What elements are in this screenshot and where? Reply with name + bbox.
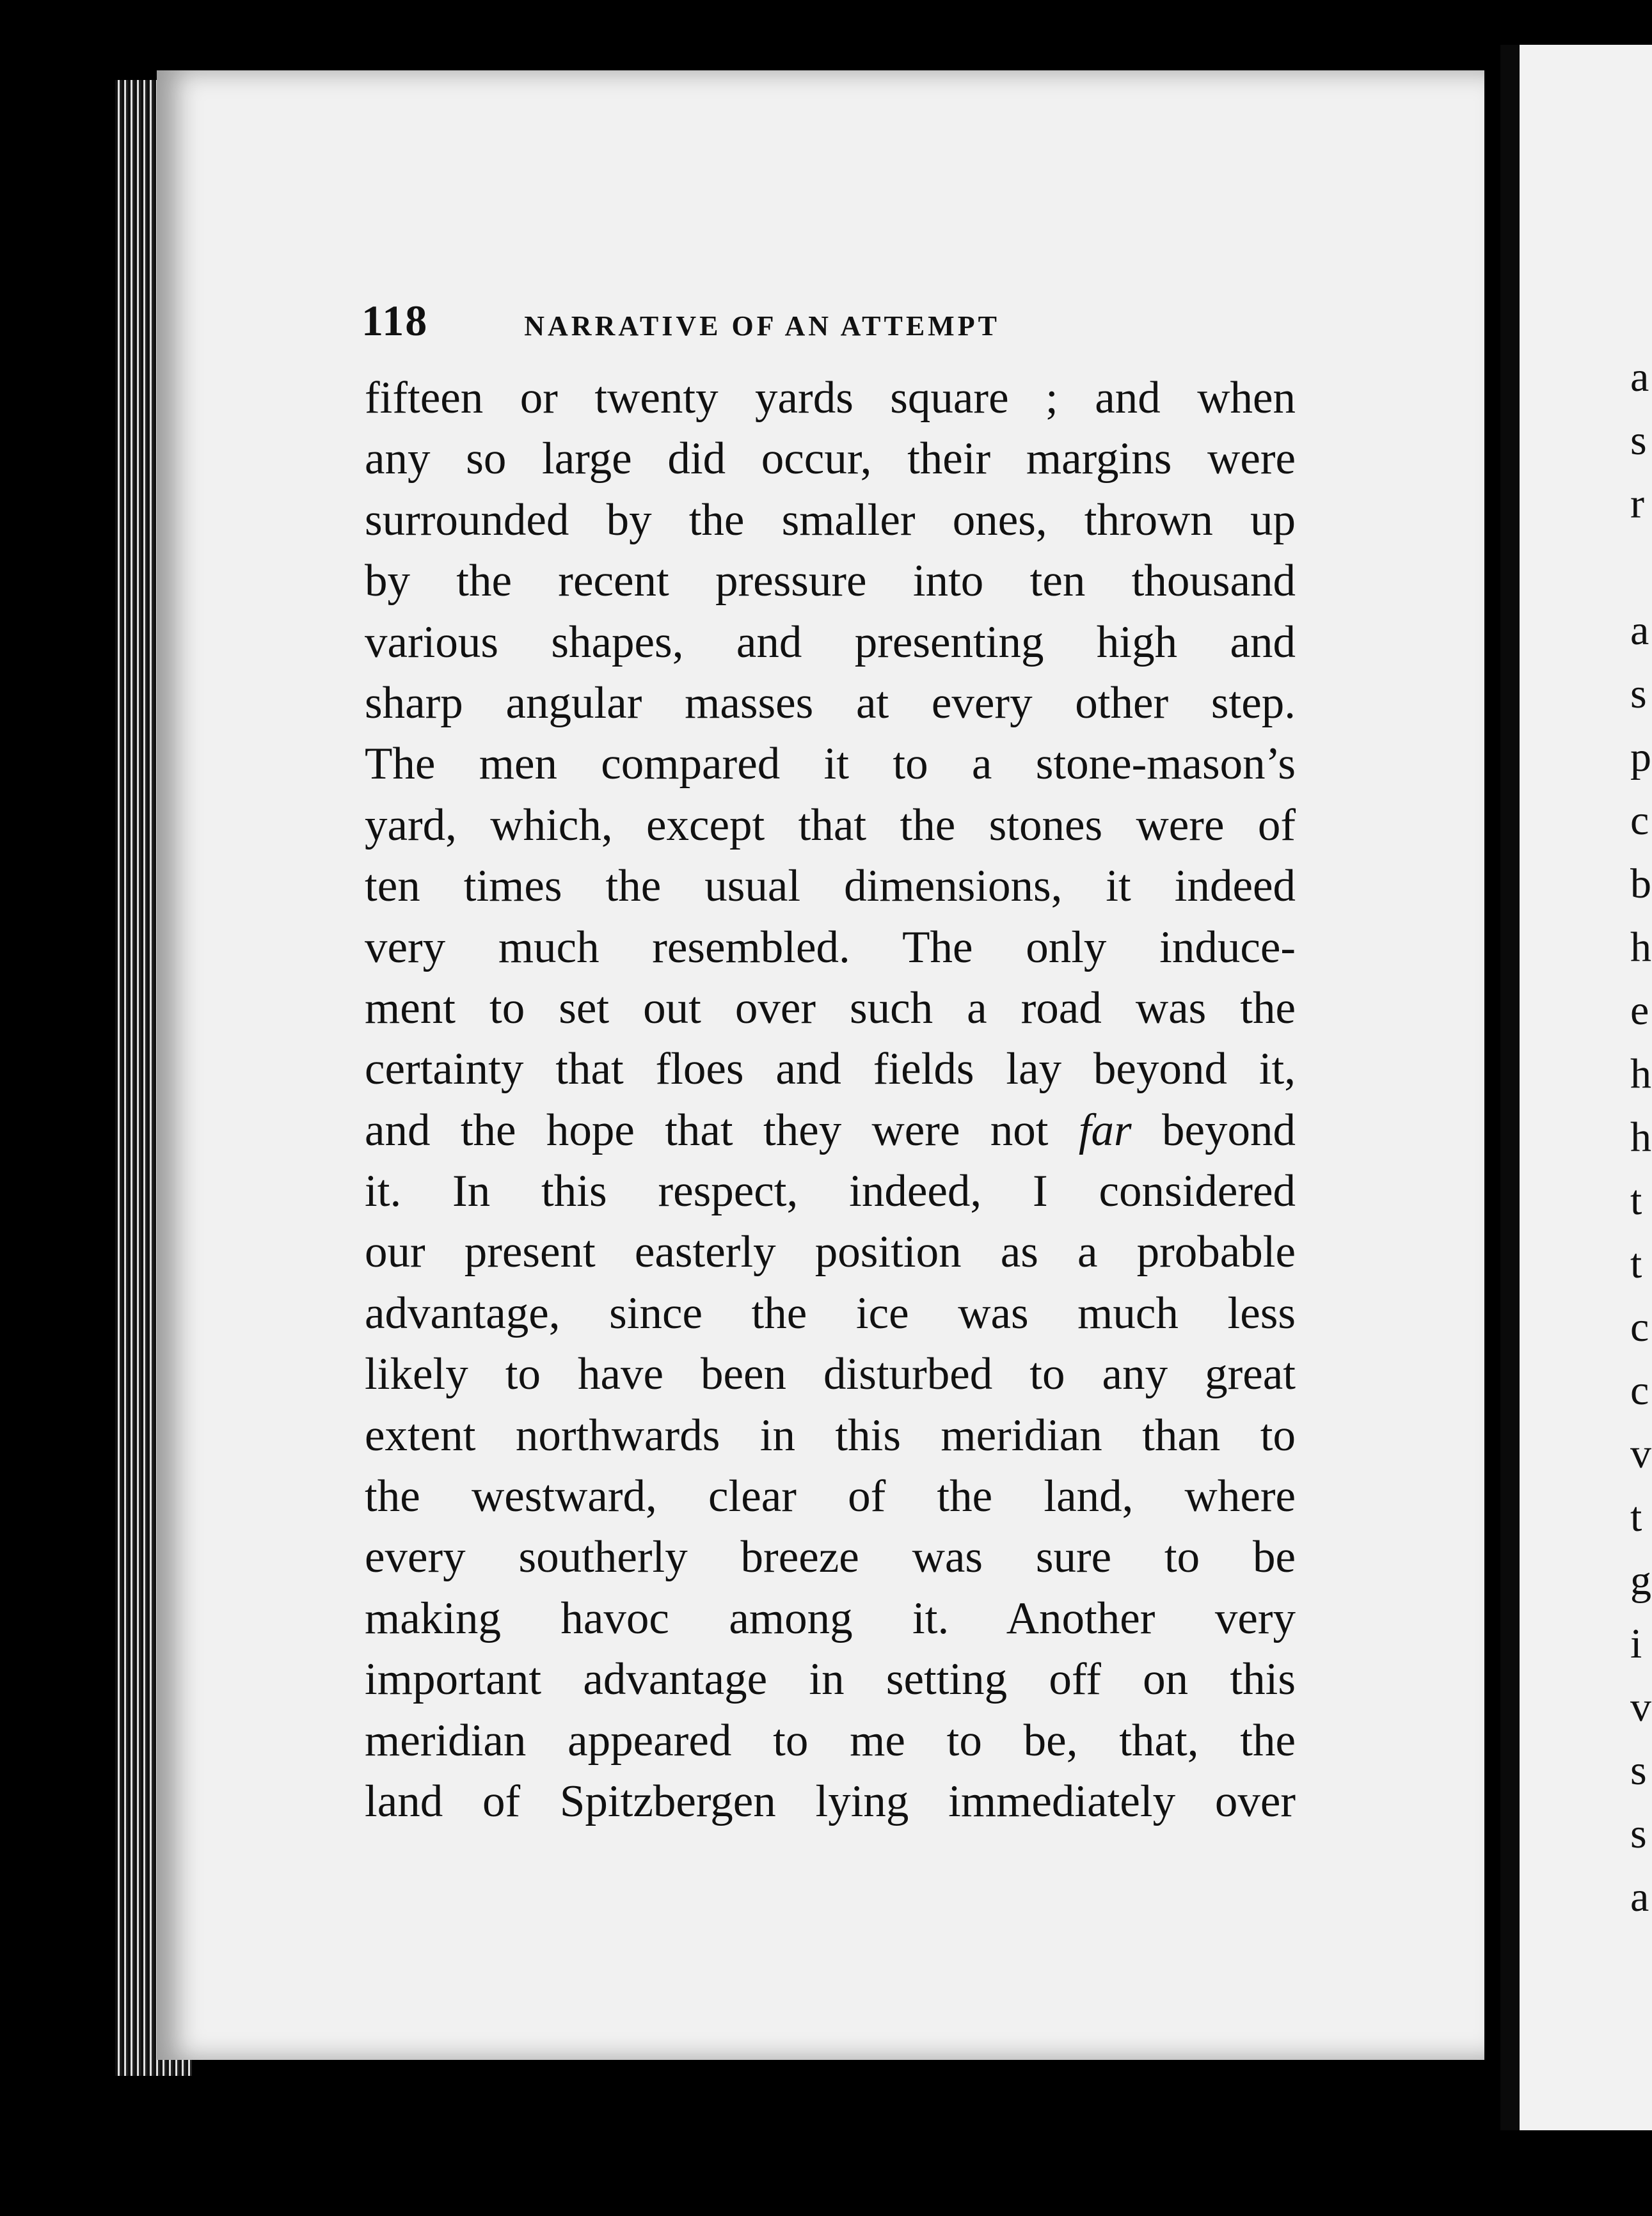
facing-letter: a [1630,607,1649,654]
text-fragment: beyond [1162,1105,1296,1155]
text-line: meridian appeared to me to be, that, the [365,1715,1296,1766]
facing-page [1500,45,1652,2130]
text-line: various shapes, and presenting high and [365,617,1296,667]
facing-page-text-fragments [1630,345,1652,1929]
facing-letter: b [1630,860,1651,907]
facing-letter: a [1630,1874,1649,1920]
text-line: likely to have been disturbed to any great [365,1349,1296,1400]
text-line: any so large did occur, their margins were [365,434,1296,484]
facing-letter: g [1630,1557,1651,1604]
text-line: making havoc among it. Another very [365,1593,1296,1643]
facing-letter: h [1630,1050,1651,1097]
facing-letter: e [1630,987,1649,1034]
page-header [361,296,1289,347]
text-line: the westward, clear of the land, where [365,1471,1296,1522]
facing-letter: s [1630,417,1647,464]
text-line: The men compared it to a stone-mason’s [365,739,1296,789]
facing-letter: i [1630,1620,1642,1667]
facing-letter: c [1630,797,1649,844]
facing-letter: s [1630,670,1647,717]
facing-letter: v [1630,1684,1651,1730]
facing-letter: h [1630,924,1651,970]
facing-letter: r [1630,480,1644,527]
text-line: fifteen or twenty yards square ; and when [365,373,1296,423]
body-text [365,368,1296,1832]
text-line: sharp angular masses at every other step. [365,677,1296,728]
italic-word: far [1078,1105,1132,1155]
facing-letter: p [1630,734,1651,780]
facing-letter: h [1630,1114,1651,1160]
text-line: extent northwards in this meridian than to [365,1410,1296,1460]
text-line: yard, which, except that the stones were of [365,800,1296,850]
facing-letter: t [1630,1240,1642,1287]
text-line: very much resembled. The only induce- [365,922,1296,972]
page-number: 118 [361,296,429,345]
text-line: important advantage in setting off on this [365,1654,1296,1705]
facing-letter: c [1630,1367,1649,1414]
text-line: ment to set out over such a road was the [365,983,1296,1033]
facing-letter: s [1630,1747,1647,1794]
text-line: by the recent pressure into ten thousand [365,556,1296,606]
text-line: surrounded by the smaller ones, thrown up [365,495,1296,545]
text-line: ten times the usual dimensions, it indeed [365,861,1296,912]
facing-letter: c [1630,1304,1649,1350]
text-line: advantage, since the ice was much less [365,1288,1296,1338]
facing-letter: a [1630,354,1649,400]
text-line: certainty that floes and fields lay beyond it, [365,1044,1296,1095]
text-line: it. In this respect, indeed, I considered [365,1166,1296,1217]
facing-letter: s [1630,1810,1647,1857]
text-line: land of Spitzbergen lying immediately over [365,1776,1296,1826]
text-line: our present easterly position as a probable [365,1227,1296,1278]
text-line: every southerly breeze was sure to be [365,1532,1296,1583]
text-line-with-italic [365,1100,1296,1161]
facing-letter: t [1630,1494,1642,1540]
text-fragment: and the hope that they were not [365,1105,1049,1155]
facing-letter: t [1630,1177,1642,1224]
facing-letter: v [1630,1430,1651,1477]
running-head: NARRATIVE OF AN ATTEMPT [524,310,1000,342]
